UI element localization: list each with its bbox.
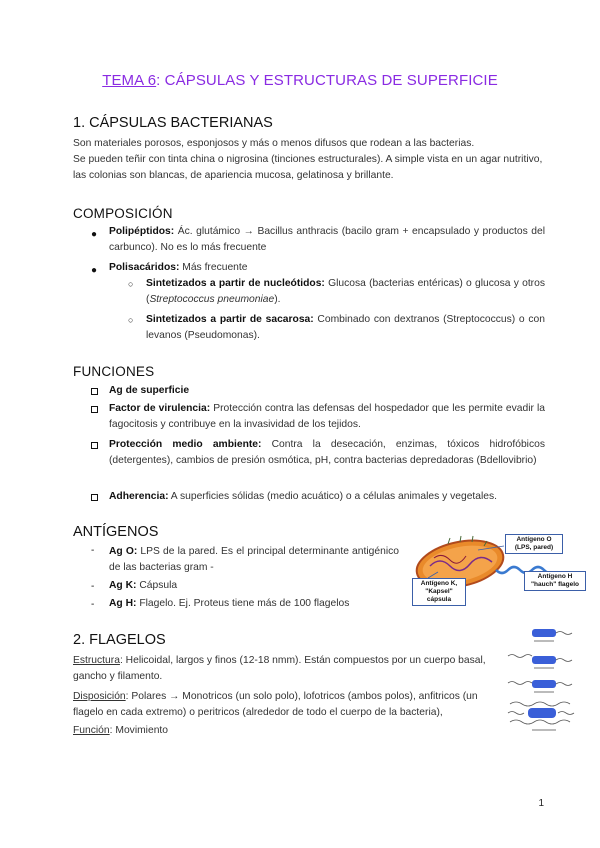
label-antigeno-k: Antígeno K, "Kapsel" cápsula [412,578,466,606]
item-bold-label: Polisacáridos: [109,262,180,273]
label-antigeno-o: Antígeno O (LPS, pared) [505,534,563,554]
funciones-item-3 [109,437,545,469]
bullet-icon: ● [91,265,98,276]
label-antigeno-h: Antígeno H "hauch" flagelo [524,571,586,591]
antigenos-item-3 [109,596,409,612]
item-text: Combinado con dextranos (Streptococcus) o con levanos (Pseudomonas). [146,314,545,341]
item-text: Cápsula [136,580,178,591]
monotrichous-cell [532,629,556,637]
title-link[interactable]: TEMA 6 [102,72,157,89]
page-number: 1 [538,798,544,809]
item-text: Ác. glutámico → Bacillus anthracis (bacilo gram + encapsulado y productos del carbunco). No es lo más frecuente [109,226,545,253]
checkbox-square-icon [91,387,98,398]
item-bold-label: Ag K: [109,580,137,591]
section1-body [73,136,547,184]
item-bold-label: Polipéptidos: [109,226,175,237]
heading-antigenos: ANTÍGENOS [73,524,159,540]
dash-bullet-icon: - [91,545,95,556]
item-italic: Streptococcus pneumoniae [149,294,275,305]
composicion-item-2 [109,260,545,276]
item-text: Contra la desecación, enzimas, tóxicos hidrofóbicos (detergentes), cambios de presión osmótica, pH, contra bacterias depredadoras (Bdellovibrio) [109,439,545,466]
circle-bullet-icon: ○ [128,315,134,325]
antigenos-item-2 [109,578,399,594]
antigenos-item-1 [109,544,399,576]
dash-bullet-icon: - [91,599,95,610]
item-text: Más frecuente [179,262,248,273]
estructura-label: Estructura [73,655,120,666]
funciones-item-2 [109,401,545,433]
composicion-subitem-2 [146,312,545,344]
flagella-arrangement-illustration [504,626,580,738]
checkbox-square-icon [91,405,98,416]
lophotrichous-cell [532,656,556,664]
amphitrichous-cell [532,680,556,688]
funciones-item-4 [109,489,545,505]
funcion-text: : Movimiento [109,725,169,736]
section1-paragraph-1: Son materiales porosos, esponjosos y más o menos difusos que rodean a las bacterias. [73,138,475,149]
item-bold-label: Sintetizados a partir de sacarosa: [146,314,314,325]
item-bold-label: Factor de virulencia: [109,403,211,414]
disposicion-text: : Polares → Monotricos (un solo polo), lofotricos (ambos polos), anfitricos (un flagelo en cada extremo) o peritricos (alrededor de todo el cuerpo de la bacteria), [73,691,478,718]
section1-paragraph-2: Se pueden teñir con tinta china o nigrosina (tinciones estructurales). A simple vista en un agar nutritivo, las colonias son blancas, de apariencia mucosa, gelatinosa y brillante. [73,154,543,181]
funciones-item-1 [109,383,545,399]
item-text: Protección contra las defensas del hospedador que les permite evadir la fagocitosis y contribuye en la invasividad de los tejidos. [109,403,545,430]
item-bold-label: Adherencia: [109,491,169,502]
item-text: Flagelo. Ej. Proteus tiene más de 100 flagelos [136,598,350,609]
item-bold-label: Ag de superficie [109,385,190,396]
funcion-label: Función [73,725,110,736]
checkbox-square-icon [91,441,98,452]
item-bold-label: Protección medio ambiente: [109,439,262,450]
heading-funciones: FUNCIONES [73,364,155,379]
flagelos-estructura [73,653,503,685]
item-text: LPS de la pared. Es el principal determinante antigénico de las bacterias gram - [109,546,399,573]
item-text: A superficies sólidas (medio acuático) o a células animales y vegetales. [168,491,498,502]
circle-bullet-icon: ○ [128,279,134,289]
peritrichous-cell [528,708,556,718]
disposicion-label: Disposición [73,691,126,702]
title-text: : CÁPSULAS Y ESTRUCTURAS DE SUPERFICIE [156,72,498,89]
bullet-icon: ● [91,229,98,240]
flagelos-disposicion [73,689,503,721]
item-bold-label: Ag O: [109,546,138,557]
flagelos-funcion [73,723,503,739]
section-heading-capsulas: 1. CÁPSULAS BACTERIANAS [73,115,273,131]
estructura-text: : Helicoidal, largos y finos (12-18 nmm). Están compuestos por un cuerpo basal, gancho y filamento. [73,655,486,682]
composicion-item-1 [109,224,545,256]
page-title [0,72,600,89]
checkbox-square-icon [91,493,98,504]
item-bold-label: Ag H: [109,598,137,609]
item-bold-label: Sintetizados a partir de nucleótidos: [146,278,325,289]
dash-bullet-icon: - [91,581,95,592]
composicion-subitem-1 [146,276,545,308]
heading-flagelos: 2. FLAGELOS [73,632,166,648]
heading-composicion: COMPOSICIÓN [73,206,173,221]
item-text-tail: ). [274,294,281,305]
item-text: Glucosa (bacterias entéricas) o glucosa y otros ( [146,278,545,305]
